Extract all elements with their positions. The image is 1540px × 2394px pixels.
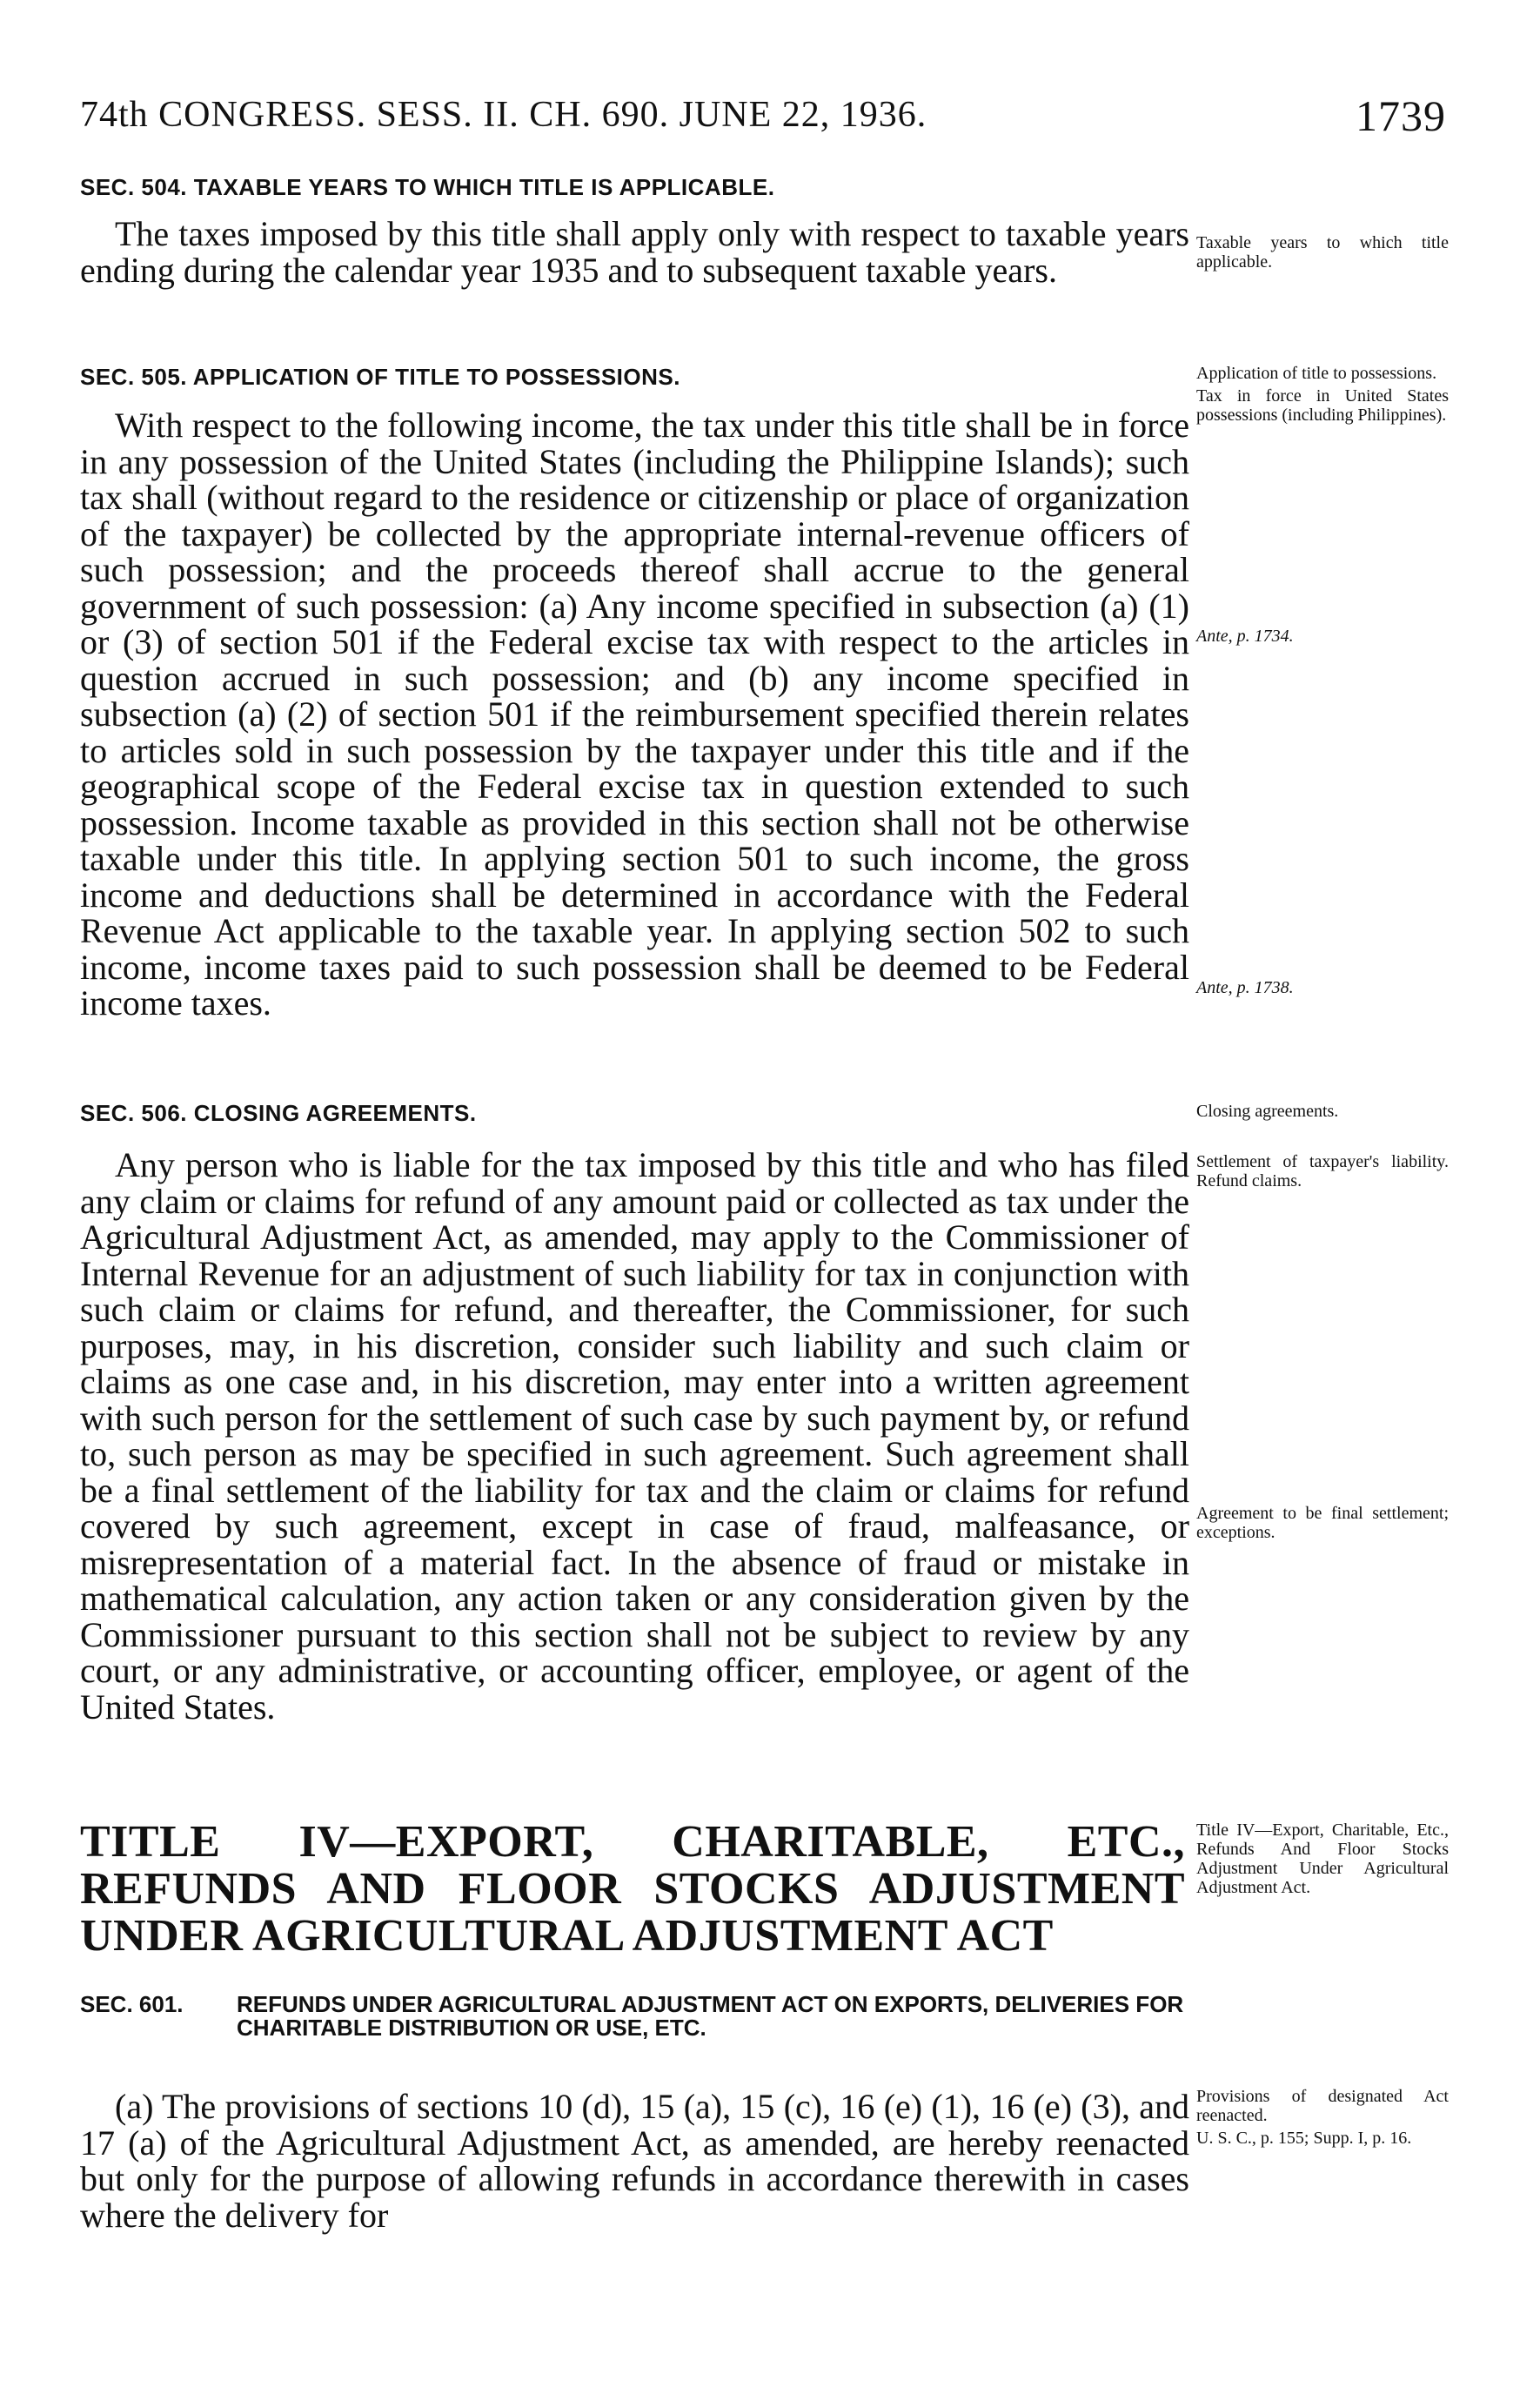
sec-505-heading: SEC. 505. APPLICATION OF TITLE TO POSSESSIONS. bbox=[80, 364, 680, 390]
page-header bbox=[80, 91, 1446, 146]
margin-note-title-iv: Title IV—Export, Charitable, Etc., Refunds And Floor Stocks Adjustment Under Agricultural Adjustment Act. bbox=[1196, 1821, 1449, 1897]
sec-601-number: SEC. 601. bbox=[80, 1991, 184, 2017]
page-number: 1739 bbox=[1356, 91, 1446, 140]
margin-note-application: Application of title to possessions. bbox=[1196, 364, 1437, 383]
sec-504-paragraph: The taxes imposed by this title shall apply only with respect to taxable years ending during the calendar year 1935 and to subsequent taxable years. bbox=[80, 214, 1189, 290]
congress-number: 74th bbox=[80, 95, 149, 135]
running-head bbox=[80, 94, 927, 136]
sec-504-body bbox=[80, 216, 1189, 288]
sec-506-margin-final-settlement bbox=[1196, 1504, 1449, 1546]
title-iv-margin-note bbox=[1196, 1821, 1449, 1901]
sec-504-heading: SEC. 504. TAXABLE YEARS TO WHICH TITLE IS APPLICABLE. bbox=[80, 174, 775, 200]
margin-note-settlement: Settlement of taxpayer's liability. Refund claims. bbox=[1196, 1152, 1449, 1190]
margin-note-usc-citation: U. S. C., p. 155; Supp. I, p. 16. bbox=[1196, 2129, 1412, 2148]
sec-601-body bbox=[80, 2089, 1189, 2233]
sec-506-body bbox=[80, 1147, 1189, 1725]
sec-506-margin-notes-top bbox=[1196, 1102, 1449, 1194]
sec-505-body bbox=[80, 407, 1189, 1022]
sec-504-margin-note bbox=[1196, 233, 1449, 275]
margin-note-taxable-years: Taxable years to which title applicable. bbox=[1196, 233, 1449, 272]
sec-601-margin-notes bbox=[1196, 2087, 1449, 2151]
sec-601-paragraph: (a) The provisions of sections 10 (d), 15 (a), 15 (c), 16 (e) (1), 16 (e) (3), and 17 (a) of the Agricultural Adjustment Act, as amended, are hereby reenacted but only for the purpose of allowing refunds in accordance therewith in cases where the delivery for bbox=[80, 2087, 1189, 2235]
margin-note-final-settlement: Agreement to be final settlement; exceptions. bbox=[1196, 1504, 1449, 1542]
sec-506-paragraph: Any person who is liable for the tax imposed by this title and who has filed any claim or claims for refund of any amount paid or collected as tax under the Agricultural Adjustment Act, as amended, may apply to the Commissioner of Internal Revenue for an adjustment of such liability for tax in conjunction with such claim or claims for refund, and thereafter, the Commissioner, for such purposes, may, in his discretion, consider such liability and such claim or claims as one case and, in his discretion, may enter into a written agreement with such person for the settlement of such case by such payment by, or refund to, such person as may be specified in such agreement. Such agreement shall be a final settlement of the liability for tax and the claim or claims for refund covered by such agreement, except in case of fraud, malfeasance, or misrepresentation of a material fact. In the absence of fraud or mistake in mathematical calculation, any action taken or any consideration given by the Commissioner pursuant to this section shall not be subject to review by any court, or any administrative, or accounting officer, employee, or agent of the United States. bbox=[80, 1145, 1189, 1727]
margin-note-tax-in-force: Tax in force in United States possessions (including Philippines). bbox=[1196, 386, 1449, 425]
margin-note-ante-1738: Ante, p. 1738. bbox=[1196, 978, 1294, 997]
sec-505-margin-ante-1738 bbox=[1196, 978, 1449, 1001]
running-head-title: CONGRESS. SESS. II. CH. 690. JUNE 22, 1936. bbox=[158, 95, 927, 135]
margin-note-ante-1734: Ante, p. 1734. bbox=[1196, 627, 1294, 646]
sec-601-heading bbox=[80, 1993, 1185, 2040]
sec-601-title: REFUNDS UNDER AGRICULTURAL ADJUSTMENT ACT ON EXPORTS, DELIVERIES FOR CHARITABLE DISTRIBUTION OR USE, ETC. bbox=[237, 1991, 1184, 2041]
sec-505-paragraph: With respect to the following income, the tax under this title shall be in force in any possession of the United States (including the Philippine Islands); such tax shall (without regard to the residence or citizenship or place of organization of the taxpayer) be collected by the appropriate internal-revenue officers of such possession; and the proceeds thereof shall accrue to the general government of such possession: (a) Any income specified in subsection (a) (1) or (3) of section 501 if the Federal excise tax with respect to the articles in question accrued in such possession; and (b) any income specified in subsection (a) (2) of section 501 if the reimbursement specified therein relates to articles sold in such possession by the taxpayer under this title and if the geographical scope of the Federal excise tax in question extended to such possession. Income taxable as provided in this section shall not be otherwise taxable under this title. In applying section 501 to such income, the gross income and deductions shall be determined in accordance with the Federal Revenue Act applicable to the taxable year. In applying section 502 to such income, income taxes paid to such possession shall be deemed to be Federal income taxes. bbox=[80, 406, 1189, 1023]
sec-505-margin-notes-top bbox=[1196, 364, 1449, 428]
sec-506-heading: SEC. 506. CLOSING AGREEMENTS. bbox=[80, 1100, 477, 1126]
title-iv-heading bbox=[80, 1819, 1185, 1960]
margin-note-closing-agreements: Closing agreements. bbox=[1196, 1102, 1339, 1121]
sec-505-margin-ante-1734 bbox=[1196, 627, 1449, 649]
margin-note-provisions-reenacted: Provisions of designated Act reenacted. bbox=[1196, 2087, 1449, 2125]
title-iv-heading-text: TITLE IV—EXPORT, CHARITABLE, ETC., REFUNDS AND FLOOR STOCKS ADJUSTMENT UNDER AGRICULTURAL ADJUSTMENT ACT bbox=[80, 1817, 1185, 1961]
